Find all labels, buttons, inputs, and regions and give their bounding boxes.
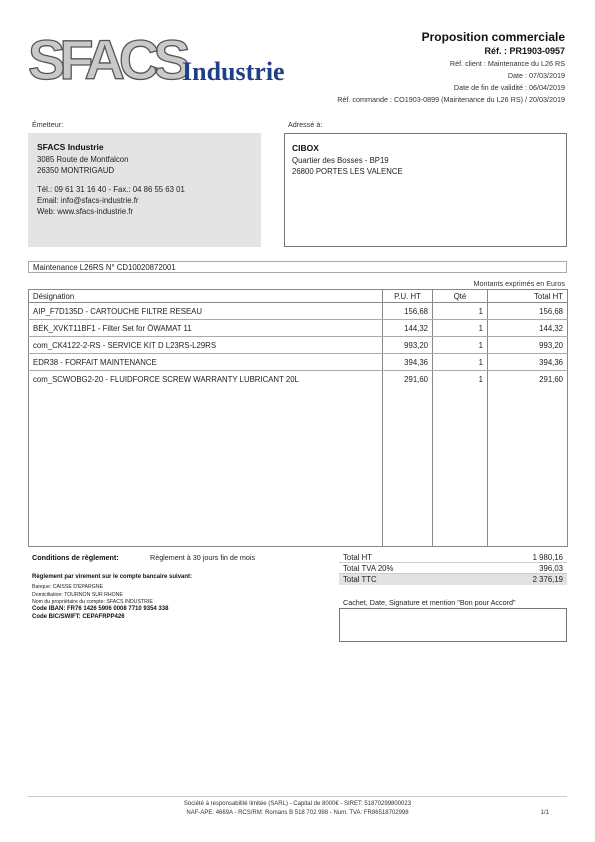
issuer-address-line: 3085 Route de Montfalcon [37, 155, 129, 164]
account-owner: Nom du propriétaire du compte: SFACS INDUSTRIE [32, 599, 153, 605]
client-reference: Réf. client : Maintenance du L26 RS [449, 59, 565, 68]
totals-block [339, 552, 567, 585]
order-reference: Réf. commande : CO1903-0899 (Maintenance du L26 RS) / 20/03/2019 [337, 95, 565, 104]
item-designation: com_SCWOBG2-20 - FLUIDFORCE SCREW WARRANTY LUBRICANT 20L [29, 371, 383, 388]
document-date: Date : 07/03/2019 [507, 71, 565, 80]
total-tva-label: Total TVA 20% [343, 564, 394, 573]
table-row [29, 354, 568, 371]
logo-sub-text: Industrie [182, 57, 285, 86]
issuer-city-line: 26350 MONTRIGAUD [37, 166, 115, 175]
item-quantity: 1 [433, 354, 488, 371]
item-total: 291,60 [488, 371, 568, 388]
column-header-designation: Désignation [29, 290, 383, 303]
logo-main-text: SFACS [28, 34, 185, 86]
bank-name: Banque: CAISSE D'EPARGNE [32, 584, 103, 590]
footer-registration-line: NAF-APE: 4669A - RCS/RM: Romans B 518 702 998 - Num. TVA: FR86518702998 [186, 810, 409, 816]
item-quantity: 1 [433, 337, 488, 354]
issuer-name: SFACS Industrie [37, 142, 104, 152]
recipient-address-line: Quartier des Bosses - BP19 [292, 156, 389, 165]
document-title: Proposition commerciale [421, 30, 565, 44]
item-total: 394,36 [488, 354, 568, 371]
total-tva-value: 396,03 [539, 564, 563, 573]
item-quantity: 1 [433, 371, 488, 388]
column-header-total: Total HT [488, 290, 568, 303]
column-header-unit-price: P.U. HT [383, 290, 433, 303]
footer-legal-line: Société à responsabilité limitée (SARL) - Capital de 8000€ - SIRET: 51870299800023 [183, 801, 412, 807]
recipient-name: CIBOX [292, 143, 319, 153]
footer-divider [28, 796, 567, 797]
total-ttc-row [339, 574, 567, 585]
currency-note: Montants exprimés en Euros [473, 279, 565, 288]
issuer-label: Émetteur: [32, 120, 64, 129]
table-row [29, 303, 568, 320]
signature-box [339, 608, 567, 642]
bic-code: Code BIC/SWIFT: CEPAFRPP426 [32, 614, 125, 620]
item-total: 156,68 [488, 303, 568, 320]
item-designation: BEK_XVKT11BF1 - Filter Set for ÖWAMAT 11 [29, 320, 383, 337]
bank-domiciliation: Domiciliation: TOURNON SUR RHONE [32, 592, 123, 598]
iban-code: Code IBAN: FR76 1426 5906 0008 7710 9354 338 [32, 606, 169, 612]
table-row [29, 337, 568, 354]
table-empty-space [29, 388, 568, 547]
payment-terms-label: Conditions de règlement: [32, 553, 119, 562]
item-unit-price: 291,60 [383, 371, 433, 388]
issuer-website: Web: www.sfacs-industrie.fr [37, 207, 134, 216]
column-header-quantity: Qté [433, 290, 488, 303]
items-table [28, 289, 568, 547]
recipient-city-line: 26800 PORTES LES VALENCE [292, 167, 403, 176]
bank-transfer-title: Règlement par virement sur le compte bancaire suivant: [32, 574, 193, 580]
item-designation: AIP_F7D135D - CARTOUCHE FILTRE RESEAU [29, 303, 383, 320]
item-quantity: 1 [433, 303, 488, 320]
item-unit-price: 394,36 [383, 354, 433, 371]
company-logo [28, 34, 313, 86]
total-ht-row [339, 552, 567, 563]
item-total: 993,20 [488, 337, 568, 354]
item-total: 144,32 [488, 320, 568, 337]
subject-line: Maintenance L26RS N° CD10020872001 [28, 261, 567, 273]
item-designation: com_CK4122-2-RS - SERVICE KIT D L23RS-L29RS [29, 337, 383, 354]
item-unit-price: 993,20 [383, 337, 433, 354]
document-header [422, 30, 565, 92]
payment-terms-value: Règlement à 30 jours fin de mois [150, 553, 256, 562]
total-ht-value: 1 980,16 [532, 553, 563, 562]
total-ttc-value: 2 376,19 [532, 575, 563, 584]
issuer-box [28, 133, 261, 247]
footer [28, 800, 567, 818]
total-tva-row [339, 563, 567, 574]
table-row [29, 371, 568, 388]
document-reference: Réf. : PR1903-0957 [484, 46, 565, 56]
validity-date: Date de fin de validité : 06/04/2019 [453, 83, 565, 92]
signature-label: Cachet, Date, Signature et mention "Bon pour Accord" [343, 598, 516, 607]
item-unit-price: 156,68 [383, 303, 433, 320]
issuer-phone: Tél.: 09 61 31 16 40 - Fax.: 04 86 55 63 01 [37, 185, 185, 194]
page-number: 1/1 [540, 810, 549, 816]
recipient-box [284, 133, 567, 247]
recipient-label: Adressé à: [288, 120, 323, 129]
total-ttc-label: Total TTC [343, 575, 377, 584]
total-ht-label: Total HT [343, 553, 373, 562]
item-quantity: 1 [433, 320, 488, 337]
table-row [29, 320, 568, 337]
issuer-email: Email: info@sfacs-industrie.fr [37, 196, 139, 205]
item-designation: EDR38 - FORFAIT MAINTENANCE [29, 354, 383, 371]
item-unit-price: 144,32 [383, 320, 433, 337]
table-header-row [29, 290, 568, 303]
